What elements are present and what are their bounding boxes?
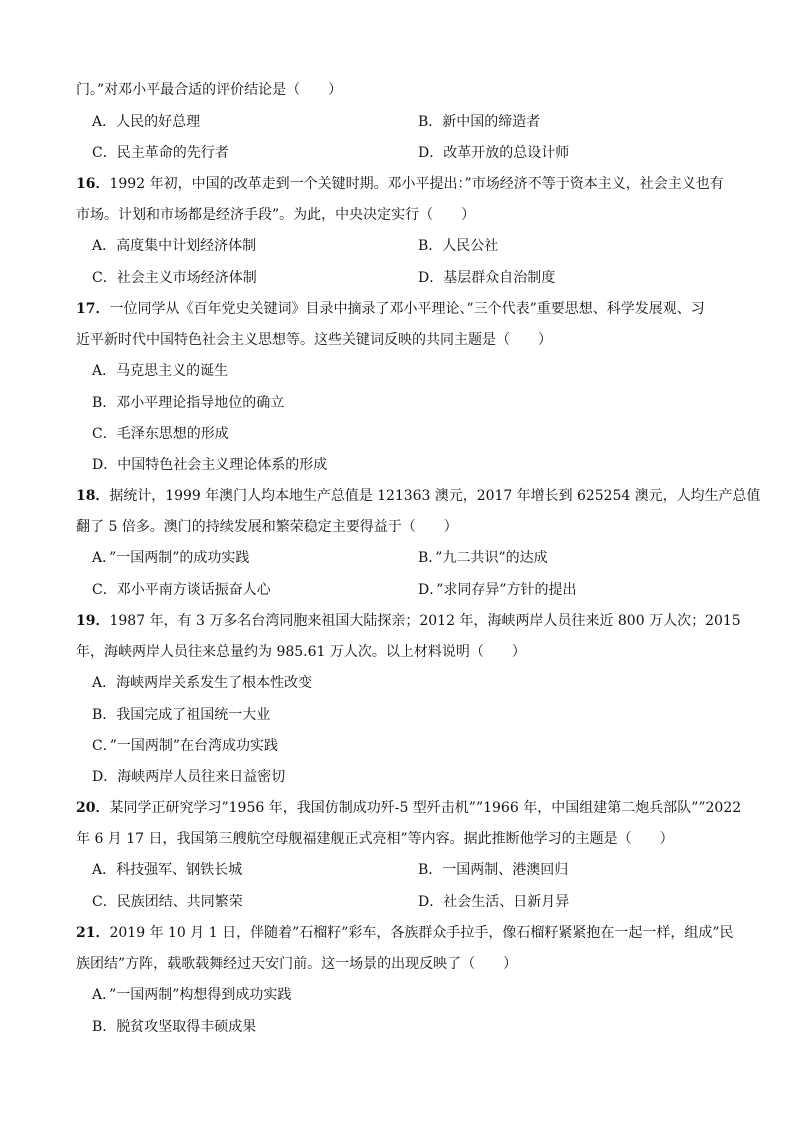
q16-number: 16．	[76, 176, 110, 192]
q18-option-a: A．”一国两制”的成功实践	[92, 550, 250, 566]
q20-stem-line1	[76, 798, 741, 818]
q18-option-c: C．邓小平南方谈话振奋人心	[92, 582, 271, 598]
q21-stem-line2: 族团结”方阵，载歌载舞经过天安门前。这一场景的出现反映了（ ）	[76, 956, 518, 972]
q20-option-b: B．一国两制、港澳回归	[418, 862, 569, 878]
q18-number: 18．	[76, 488, 110, 504]
q20-option-a: A．科技强军、钢铁长城	[92, 862, 243, 878]
q17-option-d: D．中国特色社会主义理论体系的形成	[92, 457, 328, 473]
q18-stem-line2: 翻了 5 倍多。澳门的持续发展和繁荣稳定主要得益于（ ）	[76, 519, 458, 535]
q19-option-c: C．”一国两制”在台湾成功实践	[92, 738, 279, 754]
q15-option-d: D．改革开放的总设计师	[418, 145, 570, 161]
q20-option-d: D．社会生活、日新月异	[418, 894, 570, 910]
q15-option-a: A．人民的好总理	[92, 114, 201, 130]
q21-number: 21．	[76, 925, 110, 941]
q19-option-d: D．海峡两岸人员往来日益密切	[92, 769, 286, 785]
q20-stem-line2: 年 6 月 17 日，我国第三艘航空母舰福建舰正式亮相”等内容。据此推断他学习的主题是（ ）	[76, 831, 674, 847]
q17-stem-text: 一位同学从《百年党史关键词》目录中摘录了邓小平理论、”三个代表”重要思想、科学发展观、习	[109, 301, 705, 317]
q19-number: 19．	[76, 613, 110, 629]
q21-option-b: B．脱贫攻坚取得丰硕成果	[92, 1019, 257, 1035]
q18-stem-text: 据统计，1999 年澳门人均本地生产总值是 121363 澳元，2017 年增长到 625254 澳元，人均生产总值	[109, 488, 761, 504]
q19-stem-line1	[76, 611, 741, 631]
q15-option-b: B．新中国的缔造者	[418, 114, 541, 130]
q15-option-c: C．民主革命的先行者	[92, 145, 229, 161]
q16-stem-line1	[76, 174, 724, 194]
q16-option-a: A．高度集中计划经济体制	[92, 238, 257, 254]
q17-option-c: C．毛泽东思想的形成	[92, 426, 229, 442]
q18-option-b: B．”九二共识”的达成	[418, 550, 548, 566]
q20-option-c: C．民族团结、共同繁荣	[92, 894, 243, 910]
q19-option-a: A．海峡两岸关系发生了根本性改变	[92, 675, 313, 691]
q19-stem-line2: 年，海峡两岸人员往来总量约为 985.61 万人次。以上材料说明（ ）	[76, 644, 526, 660]
q16-option-d: D．基层群众自治制度	[418, 270, 556, 286]
q21-stem-line1	[76, 923, 734, 943]
q17-number: 17．	[76, 301, 110, 317]
q16-stem-text: 1992 年初，中国的改革走到一个关键时期。邓小平提出：”市场经济不等于资本主义，社会主义也有	[109, 176, 724, 192]
q19-option-b: B．我国完成了祖国统一大业	[92, 707, 271, 723]
q19-stem-text: 1987 年，有 3 万多名台湾同胞来祖国大陆探亲；2012 年，海峡两岸人员往来近 800 万人次；2015	[109, 613, 741, 629]
q18-option-d: D．”求同存异”方针的提出	[418, 582, 577, 598]
q16-option-c: C．社会主义市场经济体制	[92, 270, 257, 286]
q21-stem-text: 2019 年 10 月 1 日，伴随着”石榴籽”彩车，各族群众手拉手，像石榴籽紧紧抱在一起一样，组成”民	[109, 925, 734, 941]
q17-stem-line2: 近平新时代中国特色社会主义思想等。这些关键词反映的共同主题是（ ）	[76, 332, 552, 348]
q17-option-a: A．马克思主义的诞生	[92, 363, 229, 379]
q16-stem-line2: 市场。计划和市场都是经济手段”。为此，中央决定实行（ ）	[76, 207, 476, 223]
q16-option-b: B．人民公社	[418, 238, 499, 254]
q18-stem-line1	[76, 486, 760, 506]
q15-stem: 门。”对邓小平最合适的评价结论是（ ）	[76, 82, 343, 98]
q20-number: 20．	[76, 800, 110, 816]
q17-stem-line1	[76, 299, 705, 319]
q21-option-a: A．”一国两制”构想得到成功实践	[92, 987, 292, 1003]
q17-option-b: B．邓小平理论指导地位的确立	[92, 395, 285, 411]
q20-stem-text: 某同学正研究学习”1956 年，我国仿制成功歼-5 型歼击机””1966 年，中国组建第二炮兵部队””2022	[109, 800, 742, 816]
